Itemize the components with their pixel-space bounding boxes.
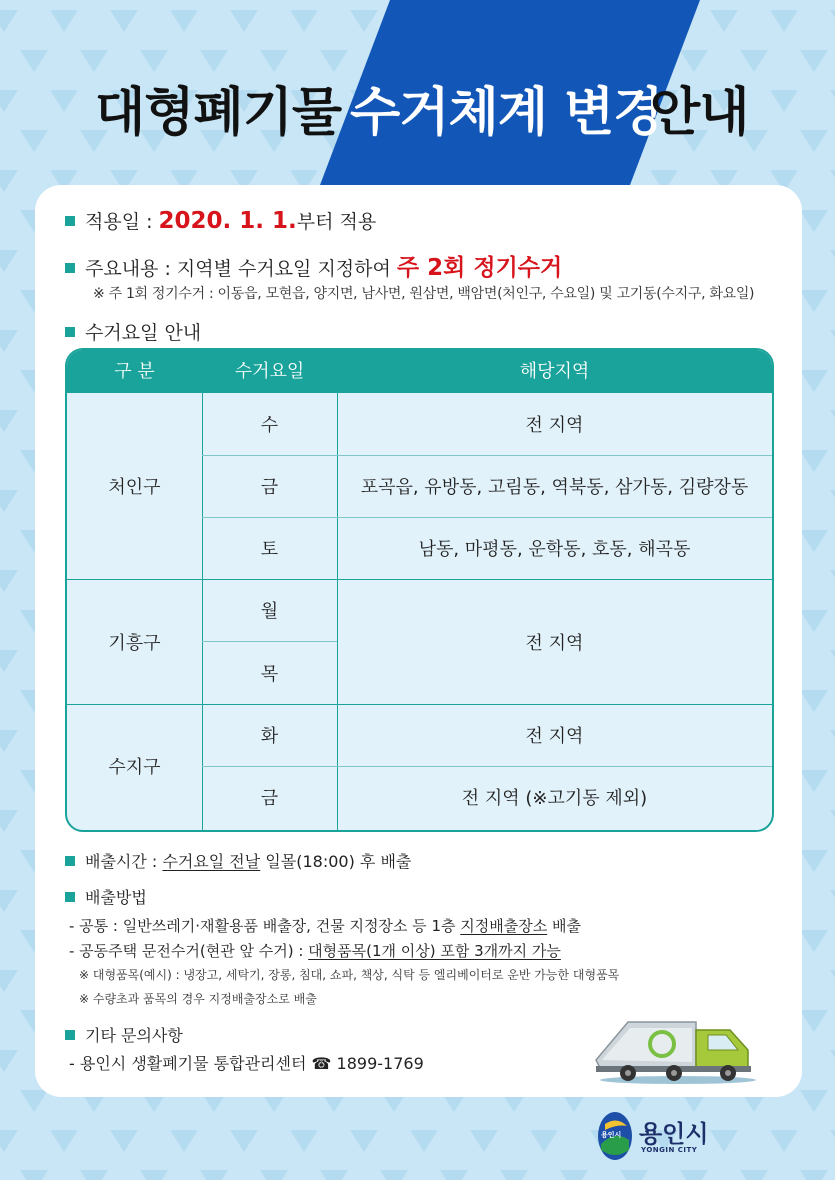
method-note-2: ※ 수량초과 품목의 경우 지정배출장소로 배출: [79, 992, 317, 1006]
bg-triangle: [830, 490, 835, 512]
bg-triangle: [380, 1170, 408, 1180]
schedule-table: [65, 348, 774, 832]
bg-triangle: [110, 1130, 138, 1152]
bg-triangle: [800, 1010, 828, 1032]
bg-triangle: [800, 690, 828, 712]
content-card: [35, 185, 802, 1097]
area-cell: 전 지역 (※고기동 제외): [461, 788, 648, 809]
bg-triangle: [830, 970, 835, 992]
bg-triangle: [0, 650, 18, 672]
title-part2: 수거체계 변경: [350, 83, 663, 143]
method-note-1: ※ 대형품목(예시) : 냉장고, 세탁기, 장롱, 침대, 쇼파, 책상, 식탁 등 엘리베이터로 운반 가능한 대형품목: [79, 968, 620, 982]
apply-date: 2020. 1. 1.: [158, 208, 297, 234]
bullet-square-icon: [65, 1030, 75, 1040]
bg-triangle: [20, 1170, 48, 1180]
bg-triangle: [0, 570, 18, 592]
city-seal-text: 용인시: [601, 1131, 622, 1139]
yongin-city-logo: [595, 1108, 725, 1168]
bg-triangle: [800, 450, 828, 472]
day-cell: 월: [260, 601, 279, 622]
area-cell: 남동, 마평동, 운학동, 호동, 해곡동: [418, 539, 691, 560]
area-cell: 전 지역: [525, 632, 584, 654]
method-line-2: - 공동주택 문전수거(현관 앞 수거) : 대형품목(1개 이상) 포함 3개까지 가능: [69, 942, 561, 960]
header-district: 구 분: [114, 361, 155, 382]
bg-triangle: [800, 850, 828, 872]
day-cell: 목: [260, 663, 279, 685]
bullet-square-icon: [65, 856, 75, 866]
day-cell: 금: [260, 477, 279, 498]
bg-triangle: [800, 290, 828, 312]
day-cell: 토: [260, 539, 279, 560]
bullet-square-icon: [65, 892, 75, 902]
title-band: [0, 0, 835, 185]
bg-triangle: [830, 890, 835, 912]
bg-triangle: [230, 1130, 258, 1152]
bg-triangle: [830, 570, 835, 592]
bg-triangle: [50, 1130, 78, 1152]
garbage-truck-icon: [588, 1010, 758, 1085]
time-line: 배출시간 : 수거요일 전날 일몰(18:00) 후 배출: [65, 849, 411, 872]
bg-triangle: [830, 1130, 835, 1152]
bg-triangle: [200, 1170, 228, 1180]
bullet-square-icon: [65, 216, 75, 226]
bg-triangle: [830, 810, 835, 832]
bg-triangle: [410, 1130, 438, 1152]
bg-triangle: [470, 1130, 498, 1152]
day-cell: 화: [260, 726, 279, 747]
bg-triangle: [620, 1170, 648, 1180]
bg-triangle: [350, 1130, 378, 1152]
bg-triangle: [800, 210, 828, 232]
bg-triangle: [0, 1130, 18, 1152]
bg-triangle: [830, 650, 835, 672]
bg-triangle: [800, 930, 828, 952]
area-cell: 전 지역: [525, 415, 584, 436]
bg-triangle: [0, 970, 18, 992]
bg-triangle: [260, 1170, 288, 1180]
bg-triangle: [0, 410, 18, 432]
title-part1: 대형폐기물: [95, 83, 342, 143]
phone-number: 1899-1769: [336, 1054, 424, 1073]
method-line-1: - 공통 : 일반쓰레기·재활용품 배출장, 건물 지정장소 등 1층 지정배출장소 배출: [69, 917, 581, 935]
bg-triangle: [0, 330, 18, 352]
city-name-en: YONGIN CITY: [641, 1146, 698, 1154]
day-cell: 금: [260, 788, 279, 809]
bg-triangle: [0, 1050, 18, 1072]
bg-triangle: [290, 1130, 318, 1152]
inquiry-line: - 용인시 생활폐기물 통합관리센터 ☎ 1899-1769: [69, 1054, 424, 1073]
bg-triangle: [740, 1170, 768, 1180]
schedule-heading: 수거요일 안내: [65, 318, 201, 345]
header-day: 수거요일: [234, 361, 305, 382]
bg-triangle: [770, 1130, 798, 1152]
bg-triangle: [800, 530, 828, 552]
header-area: 해당지역: [519, 361, 590, 382]
day-cell: 수: [260, 415, 279, 436]
bg-triangle: [320, 1170, 348, 1180]
title-part3: 안내: [650, 83, 749, 143]
bg-triangle: [440, 1170, 468, 1180]
area-cell: 전 지역: [525, 726, 584, 747]
bg-triangle: [0, 490, 18, 512]
bg-triangle: [0, 890, 18, 912]
bg-triangle: [500, 1170, 528, 1180]
bg-triangle: [830, 410, 835, 432]
bg-triangle: [80, 1170, 108, 1180]
area-cell: 포곡읍, 유방동, 고림동, 역북동, 삼가동, 김량장동: [360, 477, 749, 498]
bg-triangle: [800, 770, 828, 792]
bullet-square-icon: [65, 327, 75, 337]
bg-triangle: [830, 730, 835, 752]
bg-triangle: [830, 250, 835, 272]
bg-triangle: [20, 1090, 48, 1112]
bg-triangle: [140, 1170, 168, 1180]
bg-triangle: [830, 330, 835, 352]
bg-triangle: [530, 1130, 558, 1152]
bg-triangle: [830, 1050, 835, 1072]
summary-note: ※ 주 1회 정기수거 : 이동읍, 모현읍, 양지면, 남사면, 원삼면, 백암면(처인구, 수요일) 및 고기동(수지구, 화요일): [93, 286, 755, 302]
bg-triangle: [800, 1170, 828, 1180]
page-title: [0, 70, 835, 150]
method-heading: 배출방법: [65, 885, 147, 908]
apply-date-line: 적용일 : 2020. 1. 1.부터 적용: [65, 207, 376, 234]
bg-triangle: [560, 1170, 588, 1180]
bg-triangle: [800, 610, 828, 632]
bg-triangle: [800, 1090, 828, 1112]
bg-triangle: [170, 1130, 198, 1152]
inquiry-heading: 기타 문의사항: [65, 1023, 183, 1046]
bg-triangle: [680, 1170, 708, 1180]
bg-triangle: [0, 250, 18, 272]
summary-line: 주요내용 : 지역별 수거요일 지정하여 주 2회 정기수거: [65, 249, 562, 282]
summary-highlight: 주 2회 정기수거: [396, 255, 563, 281]
bg-triangle: [0, 810, 18, 832]
district-cheoin: 처인구: [108, 477, 161, 498]
district-giheung: 기흥구: [108, 632, 161, 654]
bg-triangle: [800, 370, 828, 392]
phone-icon: ☎: [311, 1054, 332, 1073]
bg-triangle: [0, 730, 18, 752]
district-suji: 수지구: [108, 757, 161, 778]
city-name: 용인시: [639, 1120, 709, 1148]
table-header: [67, 350, 772, 393]
bullet-square-icon: [65, 263, 75, 273]
